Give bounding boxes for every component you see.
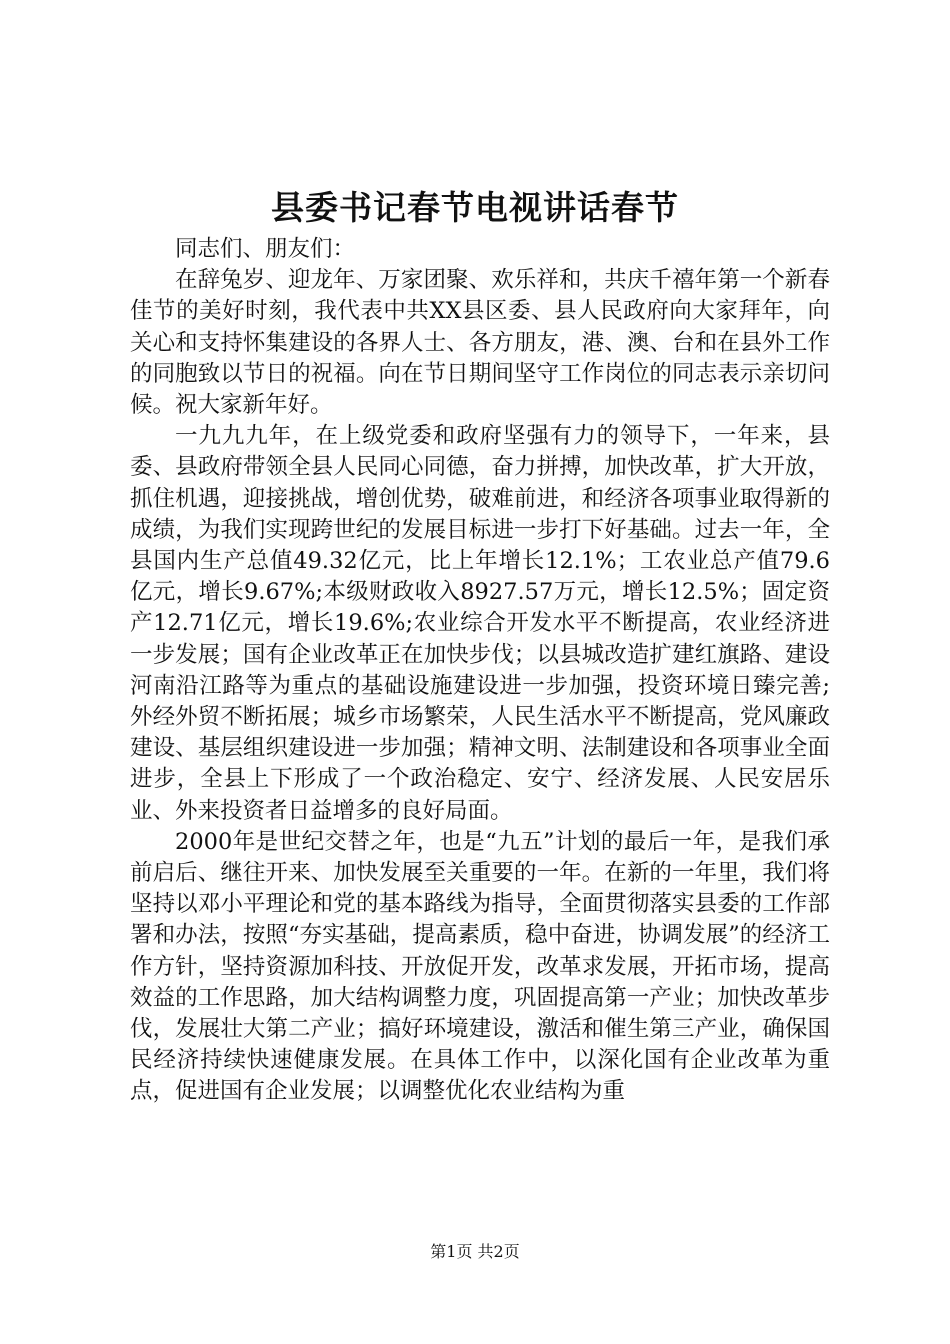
- paragraph-plan-2000: 2000年是世纪交替之年，也是“九五”计划的最后一年，是我们承前启后、继往开来、加快发展至关重要的一年。在新的一年里，我们将坚持以邓小平理论和党的基本路线为指导，全面贯彻落实县委的工作部署和办法，按照“夯实基础，提高素质，稳中奋进，协调发展”的经济工作方针，坚持资源加科技、开放促开发，改革求发展，开拓市场，提高效益的工作思路，加大结构调整力度，巩固提高第一产业；加快改革步伐，发展壮大第二产业；搞好环境建设，激活和催生第三产业，确保国民经济持续快速健康发展。在具体工作中，以深化国有企业改革为重点，促进国有企业发展；以调整优化农业结构为重: [130, 828, 830, 1105]
- salutation: 同志们、朋友们：: [175, 236, 356, 262]
- page-footer: [0, 1241, 950, 1263]
- paragraph-review-1999: 一九九九年，在上级党委和政府坚强有力的领导下，一年来，县委、县政府带领全县人民同心同德，奋力拼搏，加快改革，扩大开放，抓住机遇，迎接挑战，增创优势，破难前进，和经济各项事业取得新的成绩，为我们实现跨世纪的发展目标进一步打下好基础。过去一年，全县国内生产总值49.32亿元，比上年增长12.1%；工农业总产值79.6亿元，增长9.67%;本级财政收入8927.57万元，增长12.5%；固定资产12.71亿元，增长19.6%;农业综合开发水平不断提高，农业经济进一步发展；国有企业改革正在加快步伐；以县城改造扩建红旗路、建设河南沿江路等为重点的基础设施建设进一步加强，投资环境日臻完善;外经外贸不断拓展；城乡市场繁荣，人民生活水平不断提高，党风廉政建设、基层组织建设进一步加强；精神文明、法制建设和各项事业全面进步，全县上下形成了一个政治稳定、安宁、经济发展、人民安居乐业、外来投资者日益增多的良好局面。: [130, 423, 830, 824]
- paragraph-greeting: 在辞兔岁、迎龙年、万家团聚、欢乐祥和，共庆千禧年第一个新春佳节的美好时刻，我代表中共XX县区委、县人民政府向大家拜年，向关心和支持怀集建设的各界人士、各方朋友，港、澳、台和在县外工作的同胞致以节日的祝福。向在节日期间坚守工作岗位的同志表示亲切问候。祝大家新年好。: [130, 267, 830, 419]
- document-body: [130, 234, 830, 1108]
- page-indicator: 第1页 共2页: [430, 1242, 520, 1261]
- document-title: 县委书记春节电视讲话春节: [271, 188, 679, 227]
